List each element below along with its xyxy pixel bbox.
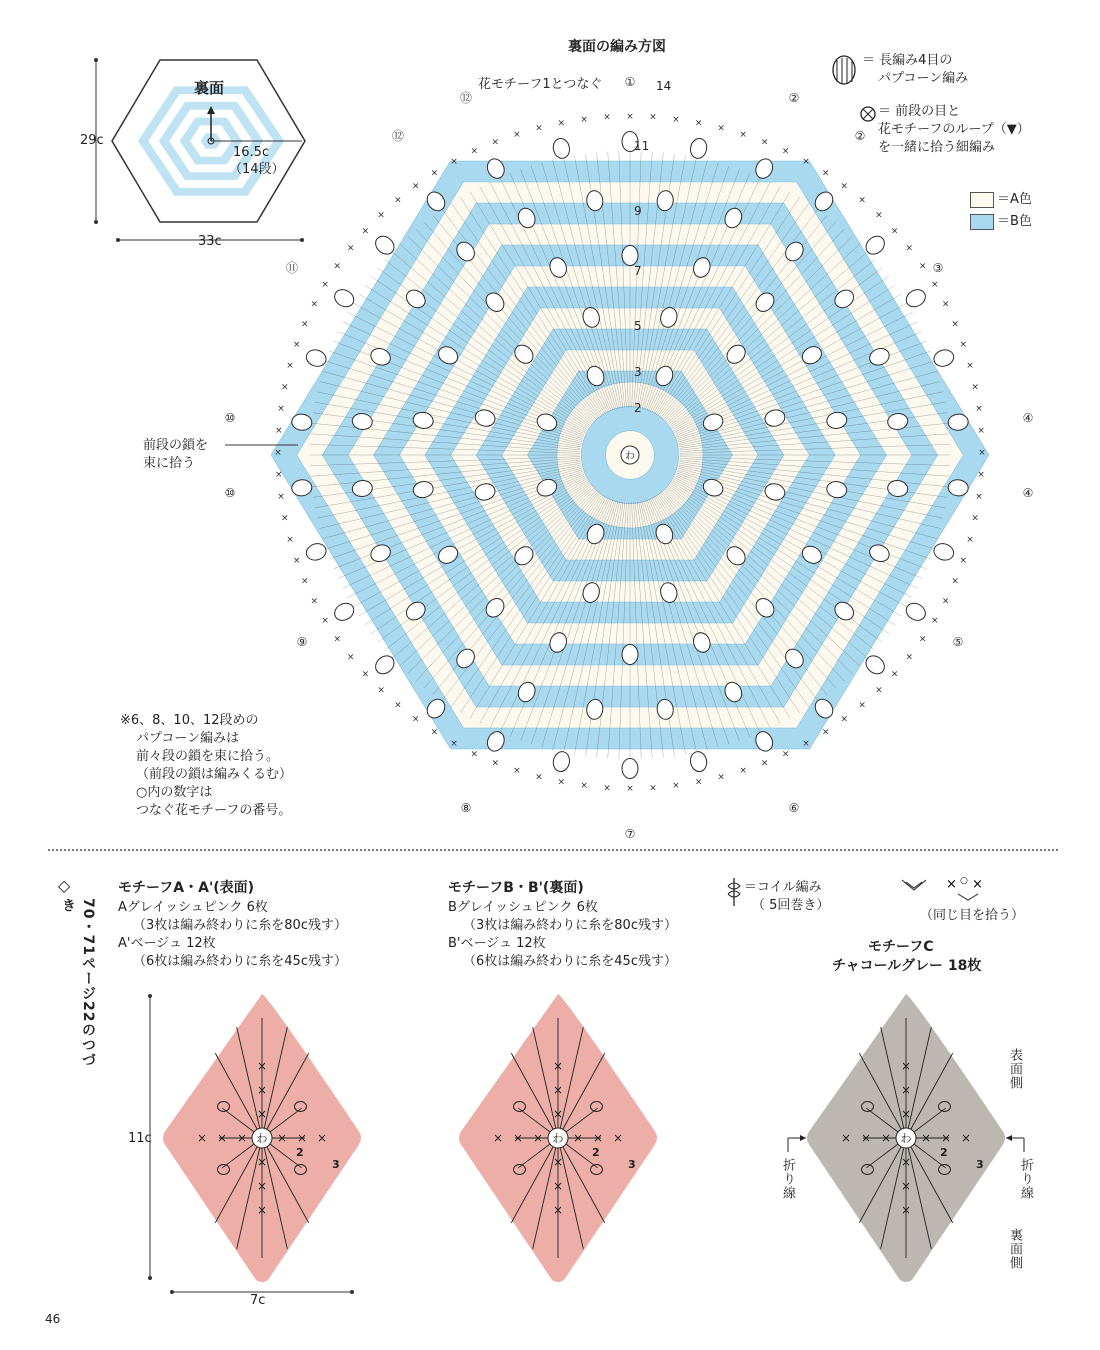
diamond-row-2: 2 [592, 1146, 600, 1159]
page-number: 46 [45, 1312, 61, 1326]
single-crochet-mark: × [966, 361, 974, 371]
single-crochet-mark: × [739, 766, 747, 777]
motif-number-label: ⑨ [296, 635, 308, 649]
motif-number-label: ⑫ [459, 91, 473, 105]
single-crochet-mark: × [281, 513, 289, 524]
single-crochet-mark: × [941, 596, 950, 607]
row-number-2: 2 [634, 401, 642, 415]
row-number-3: 3 [634, 365, 642, 379]
single-crochet-mark: × [535, 772, 543, 783]
single-crochet-mark: × [333, 261, 342, 272]
single-crochet-mark: × [301, 319, 309, 330]
single-crochet-mark: × [394, 195, 402, 206]
legend-color-b [970, 213, 1032, 231]
diamond-sc-mark: × [256, 1083, 268, 1097]
motif-b-diagram [430, 990, 670, 1300]
single-crochet-mark: × [739, 129, 747, 140]
motif-b-line-2: （3枚は編み終わりに糸を80c残す） [463, 918, 677, 933]
chart-title: 裏面の編み方図 [568, 39, 666, 55]
diamond-sc-mark: × [880, 1131, 892, 1145]
section-divider [48, 849, 1058, 851]
single-crochet-mark: × [275, 426, 283, 436]
single-crochet-mark: × [513, 766, 521, 777]
note-line-6: つなぐ花モチーフの番号。 [136, 803, 292, 818]
diamond-sc-mark: × [296, 1131, 308, 1145]
diamond-sc-mark: × [900, 1107, 912, 1121]
motif-a-line-1: Aグレイッシュピンク 6枚 [118, 900, 268, 915]
legend-sc-1: ＝ 前段の目と [878, 104, 961, 119]
diamond-row-3: 3 [628, 1158, 636, 1171]
motif-c-fold-right: 折り線 [1018, 1158, 1033, 1200]
single-crochet-mark: × [580, 114, 588, 125]
motif-b-line-4: （6枚は編み終わりに糸を45c残す） [463, 954, 677, 969]
coil-stitch-icon [724, 876, 744, 908]
single-crochet-mark: × [491, 758, 500, 769]
motif-number-label: ④ [1022, 486, 1034, 500]
single-crochet-mark: × [649, 112, 657, 123]
motif-number-label: ⑩ [224, 486, 236, 500]
single-crochet-mark: × [361, 669, 370, 680]
diamond-sc-mark: × [256, 1155, 268, 1169]
single-crochet-mark: × [321, 280, 329, 290]
diamond-center-mark: わ [256, 1132, 268, 1145]
single-crochet-mark: × [430, 727, 439, 738]
diamond-sc-mark: × [236, 1131, 248, 1145]
single-crochet-mark: × [346, 243, 355, 254]
single-crochet-mark: × [941, 299, 950, 310]
diamond-center-mark: わ [552, 1132, 564, 1145]
diamond-sc-mark: × [276, 1131, 288, 1145]
single-crochet-mark: × [333, 634, 342, 645]
single-crochet-mark: × [626, 784, 634, 794]
motif-number-label: ⑫ [391, 129, 405, 143]
diamond-sc-mark: × [900, 1179, 912, 1193]
joined-sc-icon [858, 104, 878, 124]
note-line-5: ○内の数字は [136, 785, 213, 800]
single-crochet-mark: × [535, 123, 543, 134]
single-crochet-mark: × [292, 556, 301, 566]
motif-a-width: 7c [250, 1293, 266, 1308]
diamond-sc-mark: × [860, 1131, 872, 1145]
motif-number-label: ⑦ [624, 827, 636, 841]
diamond-sc-mark: × [256, 1203, 268, 1217]
side-ref-text: 70・71ページ22のつづき [60, 898, 96, 1068]
pick-note-line1: 前段の鎖を [143, 438, 209, 453]
color-a-swatch [970, 192, 994, 208]
legend-popcorn: ＝ 長編み4目の [862, 53, 953, 68]
single-crochet-mark: × [931, 280, 939, 290]
single-crochet-mark: × [470, 749, 479, 760]
single-crochet-mark: × [890, 669, 899, 680]
diamond-sc-mark: × [840, 1131, 852, 1145]
single-crochet-mark: × [491, 137, 500, 148]
single-crochet-mark: × [781, 749, 790, 760]
motif-c-title: モチーフC [868, 939, 934, 955]
single-crochet-mark: × [292, 340, 301, 350]
motif-c-fold-left: 折り線 [780, 1158, 795, 1200]
diamond-sc-mark: × [256, 1059, 268, 1073]
single-crochet-mark: × [802, 739, 810, 749]
single-crochet-mark: × [781, 146, 790, 157]
single-crochet-mark: × [281, 382, 289, 393]
join-label: 花モチーフ1とつなぐ [478, 77, 603, 92]
mini-hex-radius: 16.5c [233, 145, 270, 160]
mini-hex-height: 29c [80, 133, 104, 148]
diamond-sc-mark: × [612, 1131, 624, 1145]
single-crochet-mark: × [760, 758, 769, 769]
motif-number-label: ② [788, 91, 800, 105]
diamond-sc-mark: × [512, 1131, 524, 1145]
single-crochet-mark: × [977, 426, 985, 436]
single-crochet-mark: × [310, 299, 319, 310]
single-crochet-mark: × [977, 470, 985, 480]
motif-c-back-side: 裏面側 [1007, 1228, 1022, 1270]
motif-b-title: モチーフB・B'(裏面) [448, 880, 584, 896]
diamond-sc-mark: × [572, 1131, 584, 1145]
single-crochet-mark: × [694, 777, 703, 788]
popcorn-stitch [622, 645, 638, 665]
pick-note-line2: 束に拾う [143, 456, 196, 471]
single-crochet-mark: × [966, 535, 974, 545]
single-crochet-mark: × [450, 739, 458, 749]
single-crochet-mark: × [975, 404, 983, 415]
diamond-sc-mark: × [196, 1131, 208, 1145]
single-crochet-mark: × [918, 634, 927, 645]
single-crochet-mark: × [470, 146, 479, 157]
single-crochet-mark: × [821, 168, 830, 179]
diamond-sc-mark: × [552, 1203, 564, 1217]
diamond-sc-mark: × [920, 1131, 932, 1145]
note-line-1: ※6、8、10、12段めの [120, 713, 259, 728]
single-crochet-mark: × [377, 210, 385, 221]
legend-sc-3: を一緒に拾う細編み [878, 140, 996, 155]
diamond-sc-mark: × [900, 1059, 912, 1073]
single-crochet-mark: × [875, 685, 883, 696]
single-crochet-mark: × [557, 777, 566, 788]
coil-sub: （ 5回巻き） [752, 898, 830, 913]
side-ref-mark: ◇ [58, 876, 71, 895]
single-crochet-mark: × [717, 772, 725, 783]
single-crochet-mark: × [274, 448, 282, 458]
single-crochet-mark: × [978, 448, 986, 458]
motif-a-line-3: A'ベージュ 12枚 [118, 936, 216, 951]
single-crochet-mark: × [858, 195, 866, 206]
motif-number-label: ① [624, 75, 636, 89]
color-b-label: ＝B色 [997, 214, 1032, 229]
single-crochet-mark: × [411, 181, 420, 192]
motif-a-diagram [140, 990, 380, 1300]
single-crochet-mark: × [277, 491, 285, 502]
motif-a-line-4: （6枚は編み終わりに糸を45c残す） [133, 954, 347, 969]
motif-number-label: ⑧ [460, 801, 472, 815]
single-crochet-mark: × [672, 114, 680, 125]
motif-c-diagram [780, 990, 1040, 1300]
single-crochet-mark: × [557, 118, 566, 129]
popcorn-stitch-icon [828, 54, 860, 86]
diamond-row-3: 3 [332, 1158, 340, 1171]
motif-number-label: ⑤ [952, 635, 964, 649]
single-crochet-mark: × [603, 112, 611, 123]
diamond-sc-mark: × [552, 1179, 564, 1193]
row-number-9: 9 [634, 204, 642, 218]
single-crochet-mark: × [649, 783, 657, 794]
legend-popcorn-2: パプコーン編み [878, 71, 969, 86]
motif-c-front-side: 表面側 [1007, 1048, 1022, 1090]
motif-a-height: 11c [128, 1131, 152, 1146]
motif-number-label: ④ [1022, 411, 1034, 425]
single-crochet-mark: × [905, 243, 914, 254]
single-crochet-mark: × [821, 727, 830, 738]
single-crochet-mark: × [580, 781, 588, 792]
motif-number-label: ③ [932, 261, 944, 275]
single-crochet-mark: × [603, 783, 611, 794]
single-crochet-mark: × [286, 361, 294, 371]
single-crochet-mark: × [858, 700, 866, 711]
coil-label: ＝コイル編み [744, 880, 822, 895]
single-crochet-mark: × [626, 112, 634, 122]
single-crochet-mark: × [959, 340, 968, 350]
single-crochet-mark: × [361, 226, 370, 237]
single-crochet-mark: × [918, 261, 927, 272]
single-crochet-mark: × [450, 157, 458, 167]
single-crochet-mark: × [301, 576, 309, 587]
motif-number-label: ② [854, 129, 866, 143]
motif-number-label: ⑥ [788, 801, 800, 815]
same-stitch-icon [898, 874, 1008, 904]
single-crochet-mark: × [840, 181, 849, 192]
single-crochet-mark: × [890, 226, 899, 237]
svg-text:×: × [972, 877, 983, 892]
center-mark: わ [625, 451, 635, 462]
note-line-3: 前々段の鎖を束に拾う。 [136, 749, 280, 764]
mini-hex-label: 裏面 [194, 79, 225, 97]
diamond-sc-mark: × [552, 1107, 564, 1121]
join-row-number: 14 [656, 79, 672, 93]
single-crochet-mark: × [672, 781, 680, 792]
single-crochet-mark: × [411, 714, 420, 725]
diamond-sc-mark: × [552, 1155, 564, 1169]
single-crochet-mark: × [951, 576, 959, 587]
single-crochet-mark: × [905, 652, 914, 663]
single-crochet-mark: × [277, 404, 285, 415]
single-crochet-mark: × [760, 137, 769, 148]
single-crochet-mark: × [975, 491, 983, 502]
diamond-sc-mark: × [900, 1155, 912, 1169]
single-crochet-mark: × [971, 513, 979, 524]
single-crochet-mark: × [840, 714, 849, 725]
motif-a-title: モチーフA・A'(表面) [118, 880, 255, 896]
diamond-sc-mark: × [960, 1131, 972, 1145]
same-stitch-label: （同じ目を拾う） [920, 908, 1025, 923]
svg-text:○: ○ [960, 876, 968, 886]
diamond-sc-mark: × [492, 1131, 504, 1145]
diamond-sc-mark: × [552, 1059, 564, 1073]
diamond-sc-mark: × [552, 1083, 564, 1097]
mini-hex-width: 33c [198, 234, 222, 249]
diamond-sc-mark: × [216, 1131, 228, 1145]
diamond-row-3: 3 [976, 1158, 984, 1171]
single-crochet-mark: × [310, 596, 319, 607]
row-number-11: 11 [634, 139, 650, 153]
single-crochet-mark: × [275, 470, 283, 480]
motif-c-subtitle: チャコールグレー 18枚 [832, 958, 982, 974]
single-crochet-mark: × [346, 652, 355, 663]
note-line-2: パプコーン編みは [136, 731, 240, 746]
motif-b-line-3: B'ベージュ 12枚 [448, 936, 546, 951]
single-crochet-mark: × [286, 535, 294, 545]
diamond-sc-mark: × [940, 1131, 952, 1145]
color-b-swatch [970, 214, 994, 230]
popcorn-stitch [622, 759, 638, 779]
main-crochet-chart [224, 60, 1034, 850]
diamond-sc-mark: × [316, 1131, 328, 1145]
single-crochet-mark: × [951, 319, 959, 330]
diamond-row-2: 2 [296, 1146, 304, 1159]
single-crochet-mark: × [394, 700, 402, 711]
diamond-row-2: 2 [940, 1146, 948, 1159]
motif-b-line-1: Bグレイッシュピンク 6枚 [448, 900, 598, 915]
legend-color-a [970, 191, 1032, 209]
single-crochet-mark: × [931, 616, 939, 626]
popcorn-stitch [622, 246, 638, 266]
diamond-sc-mark: × [592, 1131, 604, 1145]
single-crochet-mark: × [717, 123, 725, 134]
single-crochet-mark: × [513, 129, 521, 140]
single-crochet-mark: × [802, 157, 810, 167]
motif-a-line-2: （3枚は編み終わりに糸を80c残す） [133, 918, 347, 933]
single-crochet-mark: × [875, 210, 883, 221]
row-number-5: 5 [634, 319, 642, 333]
single-crochet-mark: × [377, 685, 385, 696]
row-number-7: 7 [634, 264, 642, 278]
single-crochet-mark: × [959, 556, 968, 566]
motif-number-label: ⑪ [285, 261, 299, 275]
legend-sc-2: 花モチーフのループ（▼） [878, 122, 1030, 137]
mini-hex-rows: （14段） [229, 162, 285, 177]
svg-text:×: × [946, 877, 957, 892]
diamond-sc-mark: × [256, 1107, 268, 1121]
note-line-4: （前段の鎖は編みくるむ） [136, 767, 293, 782]
single-crochet-mark: × [971, 382, 979, 393]
motif-number-label: ⑩ [224, 411, 236, 425]
diamond-sc-mark: × [900, 1083, 912, 1097]
diamond-center-mark: わ [900, 1132, 912, 1145]
single-crochet-mark: × [430, 168, 439, 179]
single-crochet-mark: × [321, 616, 329, 626]
diamond-sc-mark: × [900, 1203, 912, 1217]
color-a-label: ＝A色 [997, 192, 1032, 207]
diamond-sc-mark: × [532, 1131, 544, 1145]
diamond-sc-mark: × [256, 1179, 268, 1193]
single-crochet-mark: × [694, 118, 703, 129]
